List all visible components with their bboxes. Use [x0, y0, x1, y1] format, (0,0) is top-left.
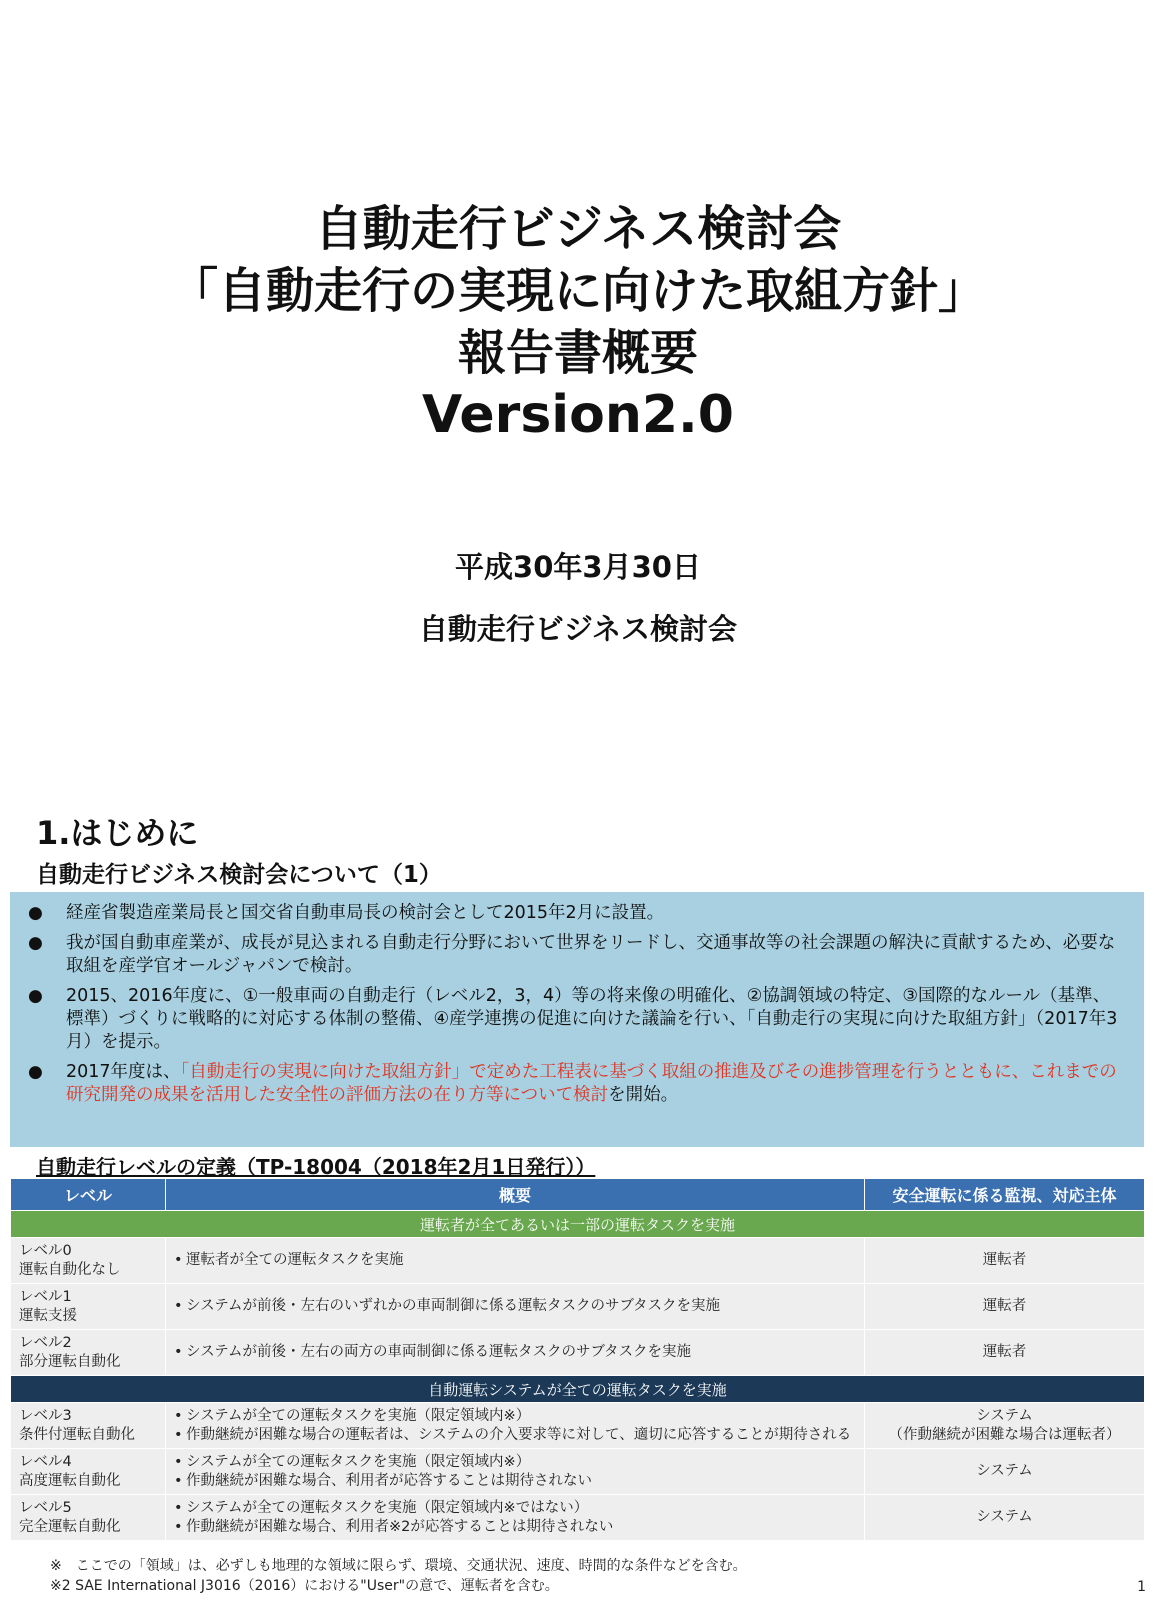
table-row — [11, 1403, 1145, 1449]
bullet-item — [28, 985, 1124, 1054]
title-version: Version2.0 — [422, 385, 734, 445]
level-number: レベル0 — [19, 1242, 72, 1259]
automation-levels-table — [10, 1178, 1145, 1541]
subject-text: 運転者 — [982, 1252, 1027, 1268]
level-name: 部分運転自動化 — [19, 1353, 121, 1370]
bullet-dot-icon: ● — [28, 1062, 43, 1082]
intro-box — [10, 892, 1144, 1147]
desc-cell — [166, 1238, 865, 1284]
section-subheading: 自動走行ビジネス検討会について（1） — [36, 862, 442, 888]
table-row — [11, 1330, 1145, 1376]
band-system-label: 自動運転システムが全ての運転タスクを実施 — [11, 1376, 1145, 1403]
section-heading: 1.はじめに — [36, 814, 199, 852]
desc-line: • システムが前後・左右の両方の車両制御に係る運転タスクのサブタスクを実施 — [174, 1343, 856, 1362]
level-number: レベル5 — [19, 1499, 72, 1516]
subject-cell — [865, 1449, 1145, 1495]
subject-text: 運転者 — [982, 1344, 1027, 1360]
desc-line: • 作動継続が困難な場合、利用者が応答することは期待されない — [174, 1472, 856, 1491]
header-subject: 安全運転に係る監視、対応主体 — [865, 1179, 1145, 1211]
page-number: 1 — [1137, 1579, 1146, 1595]
desc-line: • システムが全ての運転タスクを実施（限定領域内※） — [174, 1407, 856, 1426]
desc-line: • 運転者が全ての運転タスクを実施 — [174, 1251, 856, 1270]
level-number: レベル3 — [19, 1407, 72, 1424]
subject-cell — [865, 1330, 1145, 1376]
bullet-item — [28, 932, 1124, 978]
level-number: レベル4 — [19, 1453, 72, 1470]
table-row — [11, 1449, 1145, 1495]
subject-cell — [865, 1238, 1145, 1284]
subject-text: システム — [976, 1509, 1033, 1525]
subject-cell — [865, 1284, 1145, 1330]
subject-cell — [865, 1495, 1145, 1541]
organization-name: 自動走行ビジネス検討会 — [418, 612, 738, 646]
title-line-1: 自動走行ビジネス検討会 — [314, 201, 842, 257]
band-driver — [11, 1211, 1145, 1238]
bullet-item — [28, 902, 1124, 925]
subject-text: システム — [976, 1463, 1033, 1479]
bullet-text: 我が国自動車産業が、成長が見込まれる自動走行分野において世界をリードし、交通事故等の社会課題の解決に貢献するため、必要な取組を産学官オールジャパンで検討。 — [66, 933, 1116, 976]
desc-line: • 作動継続が困難な場合、利用者※2が応答することは期待されない — [174, 1518, 856, 1537]
subject-cell — [865, 1403, 1145, 1449]
desc-line: • システムが前後・左右のいずれかの車両制御に係る運転タスクのサブタスクを実施 — [174, 1297, 856, 1316]
desc-cell — [166, 1495, 865, 1541]
header-overview: 概要 — [166, 1179, 865, 1211]
band-driver-label: 運転者が全てあるいは一部の運転タスクを実施 — [11, 1211, 1145, 1238]
level-cell — [11, 1403, 166, 1449]
desc-cell — [166, 1403, 865, 1449]
level-name: 運転支援 — [19, 1307, 77, 1324]
desc-line: • 作動継続が困難な場合の運転者は、システムの介入要求等に対して、適切に応答することが期待される — [174, 1426, 856, 1445]
bullet-text-suffix: を開始。 — [608, 1085, 679, 1105]
subject-text: システム — [976, 1407, 1033, 1424]
footnote-1: ※ ここでの「領域」は、必ずしも地理的な領域に限らず、環境、交通状況、速度、時間的な条件などを含む。 — [50, 1558, 747, 1574]
footnote-2: ※2 SAE International J3016（2016）における"User"の意で、運転者を含む。 — [50, 1578, 559, 1594]
level-name: 運転自動化なし — [19, 1261, 121, 1278]
subject-note: （作動継続が困難な場合は運転者） — [888, 1426, 1121, 1443]
bullet-text: 経産省製造産業局長と国交省自動車局長の検討会として2015年2月に設置。 — [66, 903, 665, 923]
bullet-dot-icon: ● — [28, 903, 43, 923]
desc-line: • システムが全ての運転タスクを実施（限定領域内※ではない） — [174, 1499, 856, 1518]
bullet-text: 2015、2016年度に、①一般車両の自動走行（レベル2，3，4）等の将来像の明確化、②協調領域の特定、③国際的なルール（基準、標準）づくりに戦略的に対応する体制の整備、④産学連携の促進に向けた議論を行い、「自動走行の実現に向けた取組方針」（2017年3月）を提示。 — [66, 986, 1118, 1052]
table-row — [11, 1495, 1145, 1541]
level-number: レベル1 — [19, 1288, 72, 1305]
level-name: 条件付運転自動化 — [19, 1426, 135, 1443]
table-title: 自動走行レベルの定義（TP-18004（2018年2月1日発行）） — [36, 1155, 596, 1179]
bullet-item — [28, 1061, 1124, 1107]
band-system — [11, 1376, 1145, 1403]
title-line-2: 「自動走行の実現に向けた取組方針」 — [169, 263, 986, 319]
title-block — [0, 198, 1156, 446]
desc-cell — [166, 1284, 865, 1330]
level-cell — [11, 1238, 166, 1284]
table-row — [11, 1284, 1145, 1330]
header-level: レベル — [11, 1179, 166, 1211]
subject-text: 運転者 — [982, 1298, 1027, 1314]
title-line-3: 報告書概要 — [457, 325, 698, 381]
desc-line: • システムが全ての運転タスクを実施（限定領域内※） — [174, 1453, 856, 1472]
desc-cell — [166, 1330, 865, 1376]
bullet-text-prefix: 2017年度は、 — [66, 1062, 181, 1082]
level-cell — [11, 1495, 166, 1541]
level-name: 完全運転自動化 — [19, 1518, 121, 1535]
table-row — [11, 1238, 1145, 1284]
report-date: 平成30年3月30日 — [455, 550, 701, 584]
level-cell — [11, 1330, 166, 1376]
bullet-text-highlight: 「自動走行の実現に向けた取組方針」で定めた工程表に基づく取組の推進及びその進捗管理を行うとともに、これまでの研究開発の成果を活用した安全性の評価方法の在り方等について検討 — [66, 1062, 1117, 1105]
footnotes — [50, 1556, 747, 1596]
bullet-dot-icon: ● — [28, 986, 43, 1006]
level-name: 高度運転自動化 — [19, 1472, 121, 1489]
bullet-dot-icon: ● — [28, 933, 43, 953]
desc-cell — [166, 1449, 865, 1495]
level-number: レベル2 — [19, 1334, 72, 1351]
level-cell — [11, 1449, 166, 1495]
level-cell — [11, 1284, 166, 1330]
